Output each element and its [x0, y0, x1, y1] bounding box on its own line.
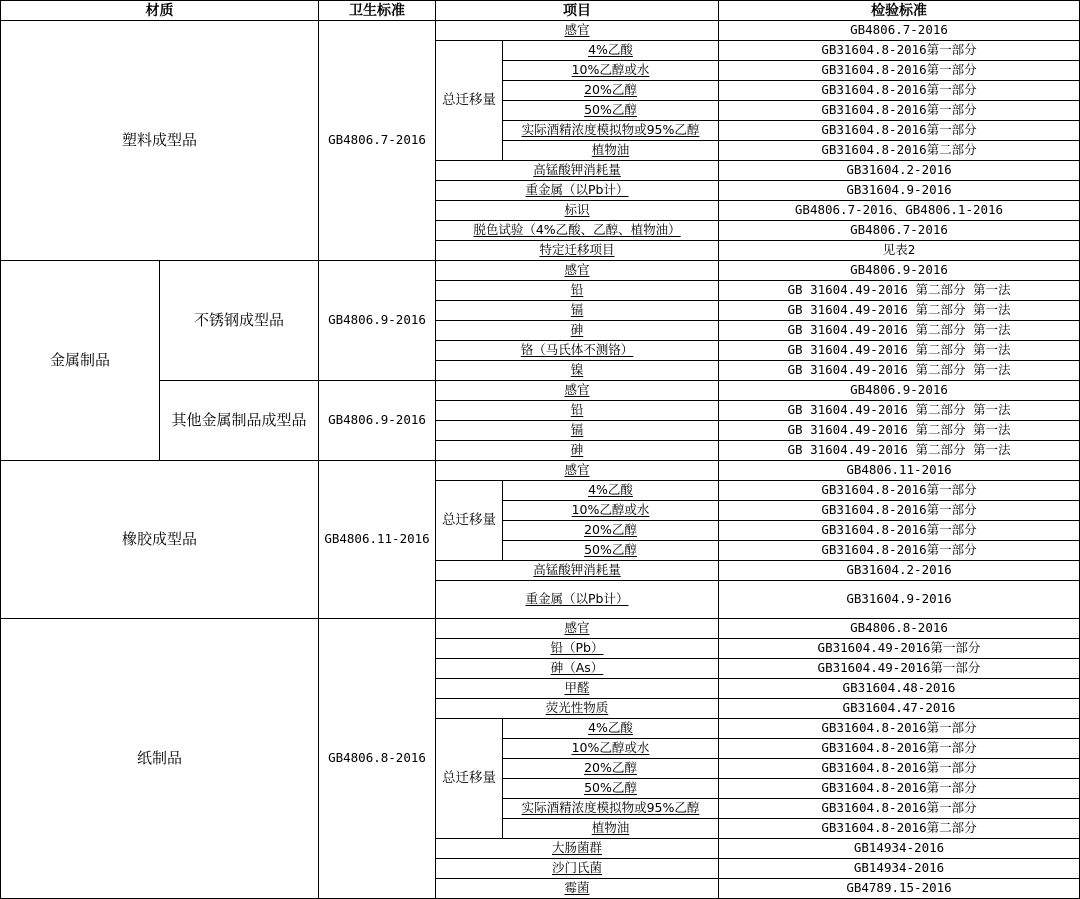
group-label: 总迁移量 [436, 41, 503, 161]
hygiene-standard-cell: GB4806.7-2016 [319, 21, 436, 261]
item-cell: 重金属（以Pb计） [436, 581, 719, 619]
item-cell: 10%乙醇或水 [503, 739, 719, 759]
test-standard-cell: GB31604.49-2016第一部分 [719, 639, 1080, 659]
test-standard-cell: GB31604.8-2016第一部分 [719, 61, 1080, 81]
test-standard-cell: GB31604.8-2016第一部分 [719, 719, 1080, 739]
test-standard-cell: GB 31604.49-2016 第二部分 第一法 [719, 301, 1080, 321]
test-standard-cell: GB31604.8-2016第一部分 [719, 101, 1080, 121]
item-cell: 砷（As） [436, 659, 719, 679]
item-cell: 高锰酸钾消耗量 [436, 161, 719, 181]
item-cell: 20%乙醇 [503, 759, 719, 779]
test-standard-cell: GB 31604.49-2016 第二部分 第一法 [719, 341, 1080, 361]
test-standard-cell: GB31604.2-2016 [719, 161, 1080, 181]
test-standard-cell: GB31604.9-2016 [719, 181, 1080, 201]
table-body [1, 21, 1080, 899]
submaterial-cell: 其他金属制品成型品 [160, 381, 319, 461]
item-cell: 感官 [436, 21, 719, 41]
header-material: 材质 [1, 1, 319, 21]
header-test-standard: 检验标准 [719, 1, 1080, 21]
submaterial-cell: 不锈钢成型品 [160, 261, 319, 381]
test-standard-cell: GB31604.8-2016第一部分 [719, 799, 1080, 819]
test-standard-cell: GB31604.49-2016第一部分 [719, 659, 1080, 679]
test-standard-cell: GB31604.48-2016 [719, 679, 1080, 699]
item-cell: 特定迁移项目 [436, 241, 719, 261]
item-cell: 标识 [436, 201, 719, 221]
item-cell: 感官 [436, 619, 719, 639]
test-standard-cell: GB31604.8-2016第一部分 [719, 481, 1080, 501]
item-cell: 沙门氏菌 [436, 859, 719, 879]
material-cell: 橡胶成型品 [1, 461, 319, 619]
test-standard-cell: GB 31604.49-2016 第二部分 第一法 [719, 401, 1080, 421]
test-standard-cell: GB4806.9-2016 [719, 381, 1080, 401]
item-cell: 镉 [436, 301, 719, 321]
item-cell: 脱色试验（4%乙酸、乙醇、植物油） [436, 221, 719, 241]
header-hygiene-standard: 卫生标准 [319, 1, 436, 21]
material-cell: 塑料成型品 [1, 21, 319, 261]
test-standard-cell: GB4806.11-2016 [719, 461, 1080, 481]
test-standard-cell: GB4806.7-2016、GB4806.1-2016 [719, 201, 1080, 221]
item-cell: 荧光性物质 [436, 699, 719, 719]
header-row [1, 1, 1080, 21]
item-cell: 镉 [436, 421, 719, 441]
test-standard-cell: GB4806.7-2016 [719, 221, 1080, 241]
test-standard-cell: GB31604.8-2016第一部分 [719, 759, 1080, 779]
table-row [1, 619, 1080, 639]
test-standard-cell: GB 31604.49-2016 第二部分 第一法 [719, 281, 1080, 301]
table-row [1, 461, 1080, 481]
table-row [1, 21, 1080, 41]
test-standard-cell: GB4789.15-2016 [719, 879, 1080, 899]
item-cell: 铅 [436, 401, 719, 421]
test-standard-cell: GB31604.8-2016第一部分 [719, 521, 1080, 541]
item-cell: 植物油 [503, 819, 719, 839]
test-standard-cell: GB31604.8-2016第一部分 [719, 541, 1080, 561]
item-cell: 植物油 [503, 141, 719, 161]
test-standard-cell: GB 31604.49-2016 第二部分 第一法 [719, 361, 1080, 381]
group-label: 总迁移量 [436, 719, 503, 839]
item-cell: 大肠菌群 [436, 839, 719, 859]
test-standard-cell: GB4806.7-2016 [719, 21, 1080, 41]
test-standard-cell: GB31604.8-2016第二部分 [719, 141, 1080, 161]
test-standard-cell: GB 31604.49-2016 第二部分 第一法 [719, 421, 1080, 441]
item-cell: 高锰酸钾消耗量 [436, 561, 719, 581]
test-standard-cell: GB 31604.49-2016 第二部分 第一法 [719, 321, 1080, 341]
test-standard-cell: GB31604.8-2016第一部分 [719, 501, 1080, 521]
item-cell: 甲醛 [436, 679, 719, 699]
item-cell: 铅 [436, 281, 719, 301]
item-cell: 砷 [436, 441, 719, 461]
item-cell: 10%乙醇或水 [503, 61, 719, 81]
item-cell: 感官 [436, 261, 719, 281]
item-cell: 镍 [436, 361, 719, 381]
material-cell: 金属制品 [1, 261, 160, 461]
item-cell: 砷 [436, 321, 719, 341]
test-standard-cell: GB31604.8-2016第一部分 [719, 121, 1080, 141]
test-standard-cell: GB14934-2016 [719, 859, 1080, 879]
hygiene-standard-cell: GB4806.9-2016 [319, 381, 436, 461]
item-cell: 重金属（以Pb计） [436, 181, 719, 201]
item-cell: 感官 [436, 381, 719, 401]
item-cell: 50%乙醇 [503, 101, 719, 121]
test-standard-cell: GB 31604.49-2016 第二部分 第一法 [719, 441, 1080, 461]
test-standard-cell: GB31604.47-2016 [719, 699, 1080, 719]
item-cell: 50%乙醇 [503, 779, 719, 799]
item-cell: 20%乙醇 [503, 521, 719, 541]
item-cell: 10%乙醇或水 [503, 501, 719, 521]
table-row [1, 261, 1080, 281]
item-cell: 4%乙酸 [503, 719, 719, 739]
test-standard-cell: 见表2 [719, 241, 1080, 261]
item-cell: 4%乙酸 [503, 41, 719, 61]
test-standard-cell: GB31604.8-2016第一部分 [719, 41, 1080, 61]
test-standard-cell: GB31604.8-2016第一部分 [719, 739, 1080, 759]
test-standard-cell: GB31604.8-2016第二部分 [719, 819, 1080, 839]
test-standard-cell: GB31604.9-2016 [719, 581, 1080, 619]
item-cell: 感官 [436, 461, 719, 481]
item-cell: 4%乙酸 [503, 481, 719, 501]
hygiene-standard-cell: GB4806.9-2016 [319, 261, 436, 381]
item-cell: 50%乙醇 [503, 541, 719, 561]
item-cell: 铅（Pb） [436, 639, 719, 659]
test-standard-cell: GB14934-2016 [719, 839, 1080, 859]
hygiene-standard-cell: GB4806.8-2016 [319, 619, 436, 899]
table-row [1, 381, 1080, 401]
item-cell: 20%乙醇 [503, 81, 719, 101]
material-cell: 纸制品 [1, 619, 319, 899]
test-standard-cell: GB31604.8-2016第一部分 [719, 779, 1080, 799]
item-cell: 实际酒精浓度模拟物或95%乙醇 [503, 799, 719, 819]
test-standard-cell: GB4806.9-2016 [719, 261, 1080, 281]
header-item: 项目 [436, 1, 719, 21]
test-standard-cell: GB31604.8-2016第一部分 [719, 81, 1080, 101]
item-cell: 实际酒精浓度模拟物或95%乙醇 [503, 121, 719, 141]
test-standard-cell: GB31604.2-2016 [719, 561, 1080, 581]
test-standard-cell: GB4806.8-2016 [719, 619, 1080, 639]
item-cell: 铬（马氏体不测铬） [436, 341, 719, 361]
hygiene-standard-cell: GB4806.11-2016 [319, 461, 436, 619]
item-cell: 霉菌 [436, 879, 719, 899]
group-label: 总迁移量 [436, 481, 503, 561]
